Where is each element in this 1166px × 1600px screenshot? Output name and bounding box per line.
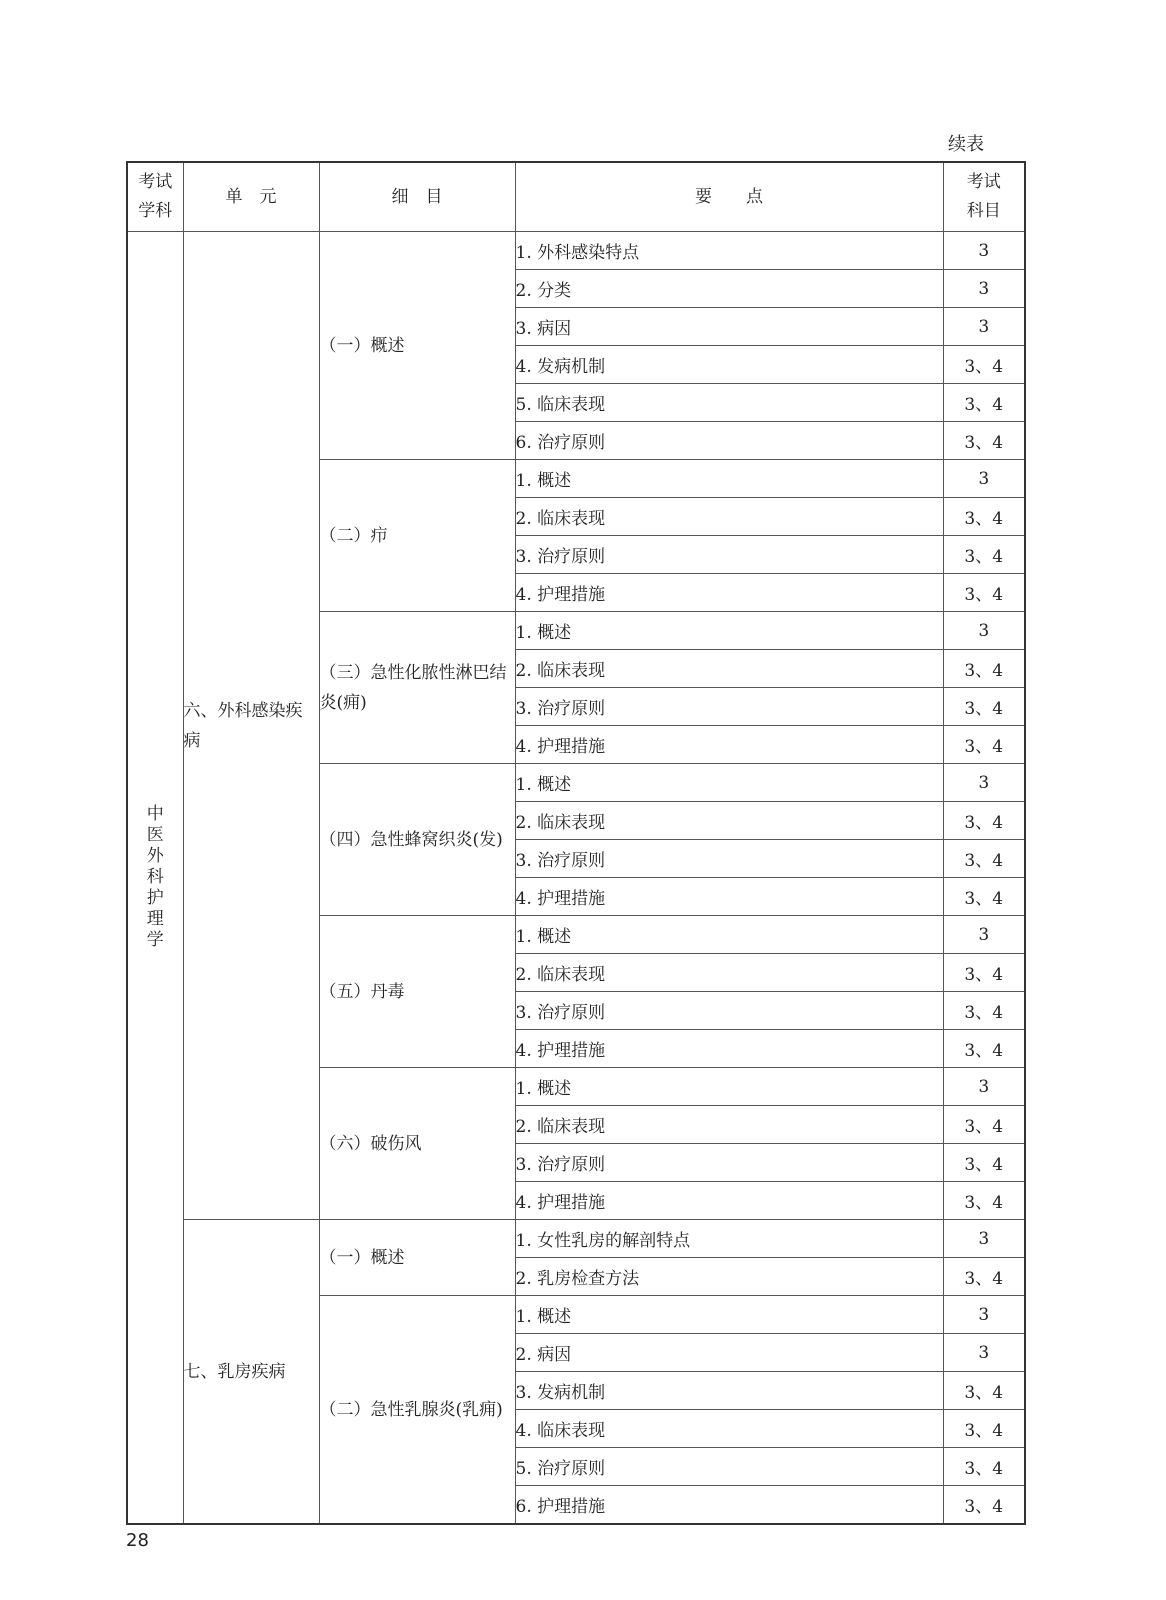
point-cell: 1. 概述 (515, 612, 943, 650)
point-cell: 4. 护理措施 (515, 878, 943, 916)
item-cell: （三）急性化脓性淋巴结炎(痈) (319, 612, 515, 764)
exam-cell: 3 (943, 308, 1025, 346)
exam-cell: 3、4 (943, 498, 1025, 536)
subject-label: 中医外科护理学 (146, 804, 164, 950)
point-cell: 2. 分类 (515, 270, 943, 308)
exam-cell: 3 (943, 612, 1025, 650)
exam-cell: 3、4 (943, 688, 1025, 726)
exam-cell: 3、4 (943, 650, 1025, 688)
point-cell: 5. 临床表现 (515, 384, 943, 422)
exam-cell: 3 (943, 1220, 1025, 1258)
exam-cell: 3、4 (943, 574, 1025, 612)
page-number: 28 (126, 1530, 149, 1551)
table-row (127, 232, 1025, 270)
header-point: 要 点 (515, 162, 943, 232)
exam-cell: 3、4 (943, 1486, 1025, 1525)
point-cell: 6. 治疗原则 (515, 422, 943, 460)
point-cell: 2. 临床表现 (515, 954, 943, 992)
exam-cell: 3、4 (943, 840, 1025, 878)
point-cell: 3. 治疗原则 (515, 992, 943, 1030)
item-cell: （六）破伤风 (319, 1068, 515, 1220)
point-cell: 2. 临床表现 (515, 498, 943, 536)
exam-cell: 3、4 (943, 992, 1025, 1030)
point-cell: 2. 临床表现 (515, 650, 943, 688)
continued-label: 续表 (948, 134, 984, 155)
item-cell: （四）急性蜂窝织炎(发) (319, 764, 515, 916)
exam-cell: 3、4 (943, 346, 1025, 384)
exam-cell: 3、4 (943, 1410, 1025, 1448)
exam-cell: 3、4 (943, 726, 1025, 764)
exam-cell: 3、4 (943, 954, 1025, 992)
exam-cell: 3、4 (943, 384, 1025, 422)
exam-cell: 3 (943, 270, 1025, 308)
point-cell: 6. 护理措施 (515, 1486, 943, 1525)
exam-cell: 3、4 (943, 536, 1025, 574)
point-cell: 4. 护理措施 (515, 726, 943, 764)
exam-cell: 3 (943, 1296, 1025, 1334)
point-cell: 4. 护理措施 (515, 574, 943, 612)
exam-cell: 3、4 (943, 422, 1025, 460)
subject-cell (127, 232, 183, 1525)
point-cell: 1. 概述 (515, 916, 943, 954)
exam-cell: 3、4 (943, 1372, 1025, 1410)
table-row (127, 1220, 1025, 1258)
item-cell: （一）概述 (319, 232, 515, 460)
header-row (127, 162, 1025, 232)
point-cell: 3. 治疗原则 (515, 536, 943, 574)
item-cell: （五）丹毒 (319, 916, 515, 1068)
unit-cell: 七、乳房疾病 (183, 1220, 319, 1525)
syllabus-table (126, 161, 1026, 1525)
exam-cell: 3、4 (943, 1182, 1025, 1220)
point-cell: 2. 临床表现 (515, 1106, 943, 1144)
item-cell: （一）概述 (319, 1220, 515, 1296)
header-exam: 考试 科目 (943, 162, 1025, 232)
point-cell: 1. 女性乳房的解剖特点 (515, 1220, 943, 1258)
exam-cell: 3 (943, 460, 1025, 498)
point-cell: 1. 概述 (515, 1068, 943, 1106)
point-cell: 4. 临床表现 (515, 1410, 943, 1448)
exam-cell: 3、4 (943, 878, 1025, 916)
exam-cell: 3 (943, 1068, 1025, 1106)
point-cell: 1. 概述 (515, 460, 943, 498)
point-cell: 3. 病因 (515, 308, 943, 346)
exam-cell: 3、4 (943, 1258, 1025, 1296)
exam-cell: 3、4 (943, 1030, 1025, 1068)
point-cell: 1. 概述 (515, 764, 943, 802)
point-cell: 4. 护理措施 (515, 1182, 943, 1220)
point-cell: 1. 概述 (515, 1296, 943, 1334)
point-cell: 3. 治疗原则 (515, 688, 943, 726)
point-cell: 3. 治疗原则 (515, 1144, 943, 1182)
unit-cell: 六、外科感染疾病 (183, 232, 319, 1220)
table-body (127, 232, 1025, 1525)
exam-cell: 3 (943, 916, 1025, 954)
exam-cell: 3、4 (943, 1106, 1025, 1144)
exam-cell: 3 (943, 764, 1025, 802)
point-cell: 1. 外科感染特点 (515, 232, 943, 270)
exam-cell: 3、4 (943, 802, 1025, 840)
item-cell: （二）急性乳腺炎(乳痈) (319, 1296, 515, 1525)
exam-cell: 3 (943, 232, 1025, 270)
header-unit: 单 元 (183, 162, 319, 232)
exam-cell: 3、4 (943, 1448, 1025, 1486)
item-cell: （二）疖 (319, 460, 515, 612)
point-cell: 5. 治疗原则 (515, 1448, 943, 1486)
point-cell: 4. 发病机制 (515, 346, 943, 384)
header-subject: 考试 学科 (127, 162, 183, 232)
point-cell: 2. 乳房检查方法 (515, 1258, 943, 1296)
point-cell: 3. 治疗原则 (515, 840, 943, 878)
point-cell: 4. 护理措施 (515, 1030, 943, 1068)
point-cell: 2. 病因 (515, 1334, 943, 1372)
point-cell: 3. 发病机制 (515, 1372, 943, 1410)
header-item: 细 目 (319, 162, 515, 232)
exam-cell: 3 (943, 1334, 1025, 1372)
exam-cell: 3、4 (943, 1144, 1025, 1182)
point-cell: 2. 临床表现 (515, 802, 943, 840)
